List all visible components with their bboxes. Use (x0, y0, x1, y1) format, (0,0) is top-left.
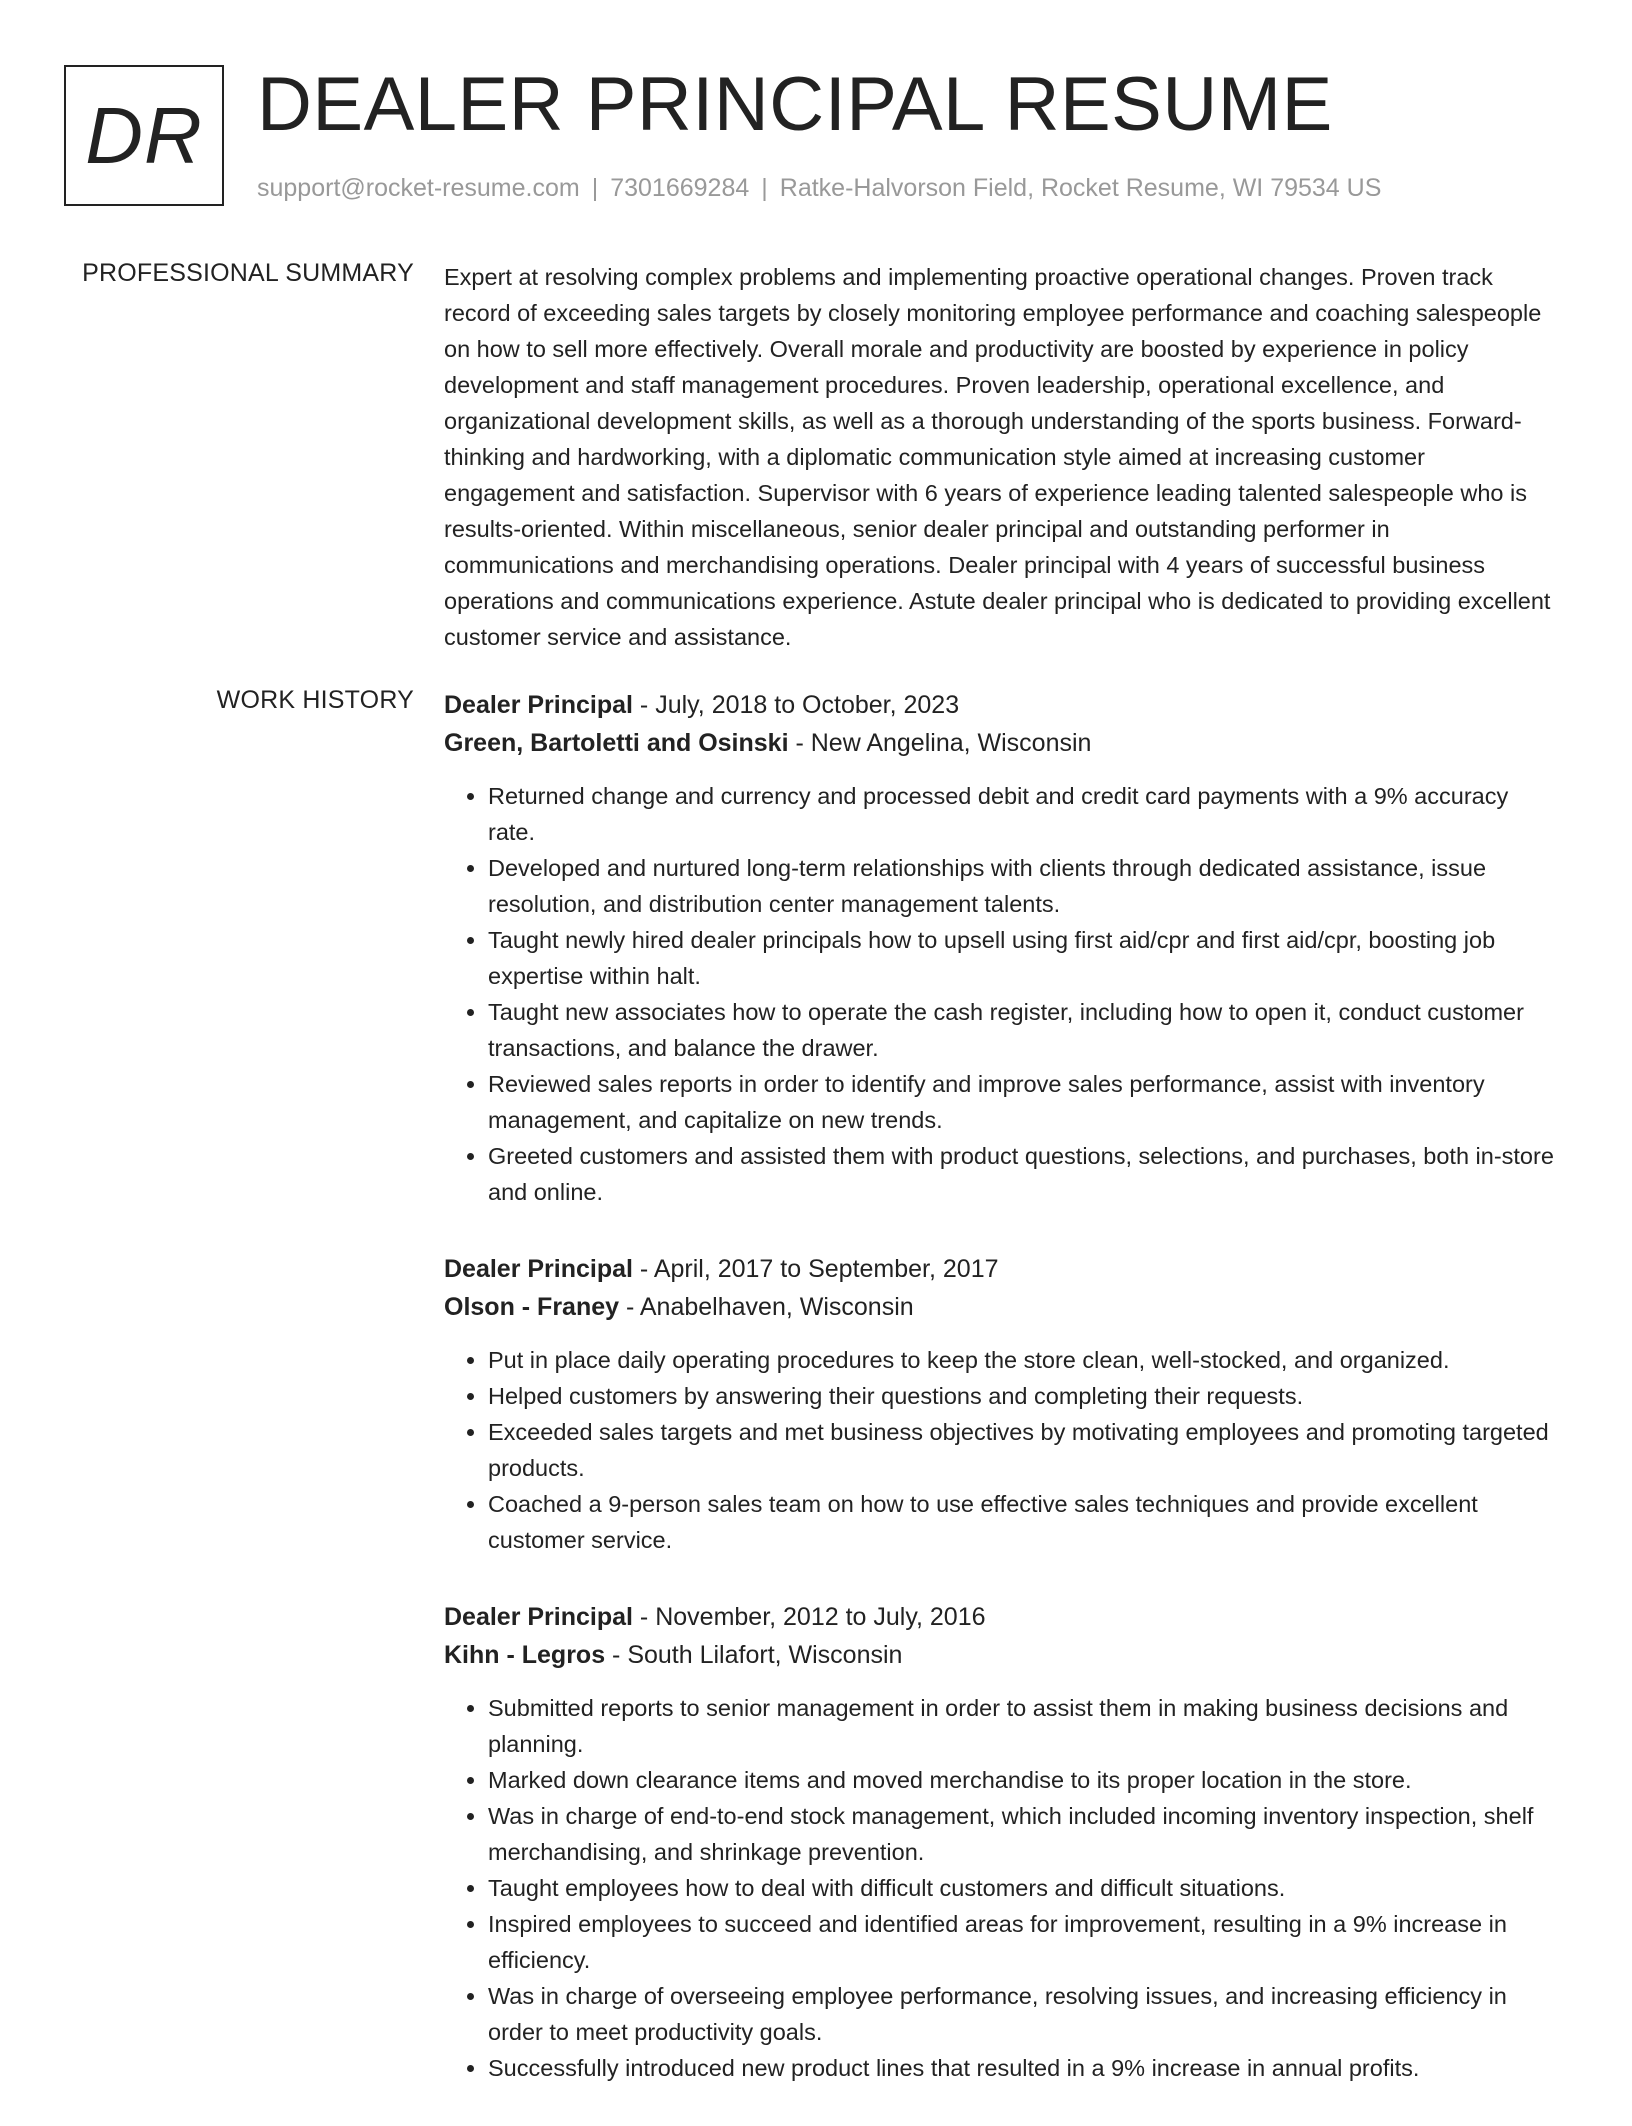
job-location: - Anabelhaven, Wisconsin (619, 1293, 914, 1321)
contact-address: Ratke-Halvorson Field, Rocket Resume, WI 79534 US (779, 174, 1382, 202)
job-title-line (444, 1598, 1556, 1636)
job-company: Kihn - Legros (444, 1641, 606, 1669)
job-title: Dealer Principal (444, 1255, 633, 1283)
job-company: Olson - Franey (444, 1293, 620, 1321)
resume-header (64, 62, 1564, 211)
job-bullet: • Reviewed sales reports in order to identify and improve sales performance, assist with inventory management, and capitalize on new trends. (488, 1066, 1556, 1138)
job-bullet: • Developed and nurtured long-term relationships with clients through dedicated assistance, issue resolution, and distribution center management talents. (488, 850, 1556, 922)
job-bullet: • Helped customers by answering their questions and completing their requests. (488, 1378, 1556, 1414)
summary-heading: PROFESSIONAL SUMMARY (82, 259, 414, 287)
contact-separator: | (761, 174, 768, 202)
monogram-logo: DR (64, 65, 224, 206)
job-location: - New Angelina, Wisconsin (788, 729, 1092, 757)
page-title: DEALER PRINCIPAL RESUME (257, 62, 1333, 147)
job-bullet: • Taught employees how to deal with difficult customers and difficult situations. (488, 1870, 1556, 1906)
contact-line (257, 174, 1381, 203)
job-title: Dealer Principal (444, 1603, 633, 1631)
job-dates: - July, 2018 to October, 2023 (632, 691, 960, 719)
job-bullet: • Marked down clearance items and moved merchandise to its proper location in the store. (488, 1762, 1556, 1798)
job-title-line (444, 1250, 1556, 1288)
job-dates: - November, 2012 to July, 2016 (632, 1603, 986, 1631)
job-bullet: • Was in charge of overseeing employee performance, resolving issues, and increasing efficiency in order to meet productivity goals. (488, 1978, 1556, 2050)
job-company-line (444, 1636, 1556, 1674)
job-bullet: • Submitted reports to senior management in order to assist them in making business decisions and planning. (488, 1690, 1556, 1762)
contact-phone[interactable]: 7301669284 (610, 174, 750, 202)
job-company-line (444, 1288, 1556, 1326)
job-title-line (444, 686, 1556, 724)
job-bullets (444, 1342, 1556, 1558)
job-bullet: • Coached a 9-person sales team on how to use effective sales techniques and provide excellent customer service. (488, 1486, 1556, 1558)
job-bullet: • Returned change and currency and processed debit and credit card payments with a 9% accuracy rate. (488, 778, 1556, 850)
job-bullet: • Put in place daily operating procedures to keep the store clean, well-stocked, and organized. (488, 1342, 1556, 1378)
job-bullet: • Was in charge of end-to-end stock management, which included incoming inventory inspection, shelf merchandising, and shrinkage prevention. (488, 1798, 1556, 1870)
job-bullets (444, 1690, 1556, 2086)
job-company: Green, Bartoletti and Osinski (444, 729, 789, 757)
job-bullet: • Exceeded sales targets and met business objectives by motivating employees and promoting targeted products. (488, 1414, 1556, 1486)
contact-email[interactable]: support@rocket-resume.com (257, 174, 580, 202)
job-bullet: • Greeted customers and assisted them with product questions, selections, and purchases, both in-store and online. (488, 1138, 1556, 1210)
job-title: Dealer Principal (444, 691, 633, 719)
job-dates: - April, 2017 to September, 2017 (632, 1255, 999, 1283)
job-entry (444, 686, 1556, 1210)
contact-separator: | (591, 174, 599, 202)
job-company-line (444, 724, 1556, 762)
summary-body (444, 259, 1556, 655)
job-location: - South Lilafort, Wisconsin (605, 1641, 903, 1669)
work-history-heading: WORK HISTORY (216, 686, 414, 714)
job-entry (444, 1598, 1556, 2086)
summary-text: Expert at resolving complex problems and implementing proactive operational changes. Proven track record of exceeding sales targets by closely monitoring employee performance and coaching salespeople on how to sell more effectively. Overall morale and productivity are boosted by experience in policy development and staff management procedures. Proven leadership, operational excellence, and organizational development skills, as well as a thorough understanding of the sports business. Forward-thinking and hardworking, with a diplomatic communication style aimed at increasing customer engagement and satisfaction. Supervisor with 6 years of experience leading talented salespeople who is results-oriented. Within miscellaneous, senior dealer principal and outstanding performer in communications and merchandising operations. Dealer principal with 4 years of successful business operations and communications experience. Astute dealer principal who is dedicated to providing excellent customer service and assistance. (444, 264, 1551, 650)
job-bullet: • Inspired employees to succeed and identified areas for improvement, resulting in a 9% increase in efficiency. (488, 1906, 1556, 1978)
job-bullet: • Taught newly hired dealer principals how to upsell using first aid/cpr and first aid/cpr, boosting job expertise within halt. (488, 922, 1556, 994)
job-bullets (444, 778, 1556, 1210)
job-bullet: • Taught new associates how to operate the cash register, including how to open it, conduct customer transactions, and balance the drawer. (488, 994, 1556, 1066)
job-entry (444, 1250, 1556, 1558)
work-history-body (444, 686, 1556, 2126)
job-bullet: • Successfully introduced new product lines that resulted in a 9% increase in annual profits. (488, 2050, 1556, 2086)
